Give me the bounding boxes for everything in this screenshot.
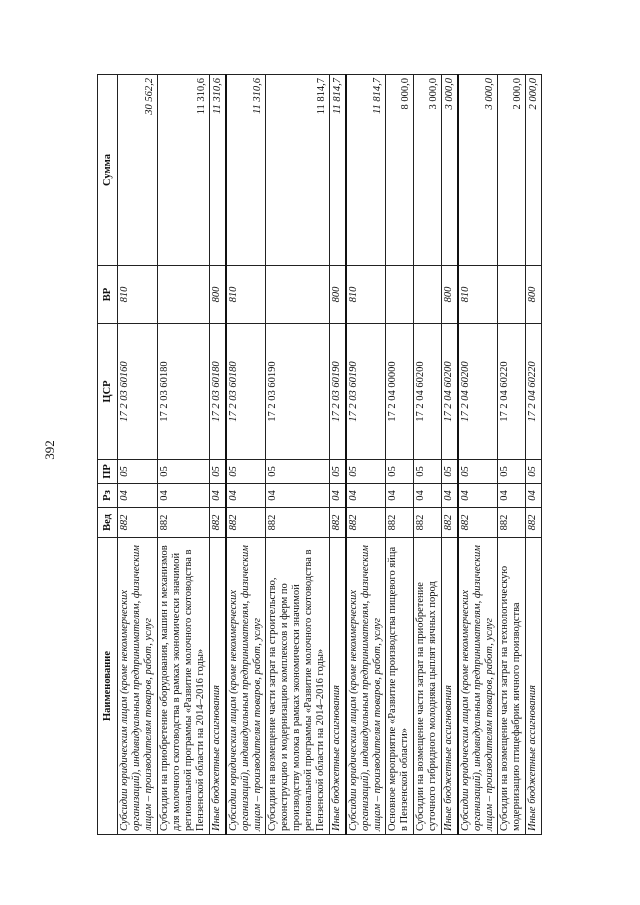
table-row — [414, 75, 442, 835]
cell-sum: 30 562,2 — [118, 75, 158, 266]
cell-rz: 04 — [266, 484, 330, 508]
cell-name: Иные бюджетные ассигнования — [442, 538, 458, 835]
cell-csr: 17 2 03 60160 — [118, 324, 158, 460]
cell-name: Основное мероприятие «Развитие производства пищевого яйца в Пензенской области» — [386, 538, 414, 835]
cell-name: Субсидии юридическим лицам (кроме некоммерческих организаций), индивидуальным предпринимателям, физическим лицам – производителям товаров, работ, услуг — [118, 538, 158, 835]
cell-vr — [386, 266, 414, 324]
header-ved: Вед — [98, 508, 118, 538]
cell-csr: 17 2 03 60180 — [226, 324, 266, 460]
cell-csr: 17 2 03 60190 — [346, 324, 386, 460]
table-row — [226, 75, 266, 835]
cell-ved: 882 — [118, 508, 158, 538]
cell-sum: 11 310,6 — [158, 75, 210, 266]
cell-pr: 05 — [458, 460, 498, 484]
cell-ved: 882 — [458, 508, 498, 538]
cell-rz: 04 — [414, 484, 442, 508]
cell-vr: 810 — [118, 266, 158, 324]
table-row — [526, 75, 542, 835]
budget-table — [97, 74, 542, 835]
cell-sum: 2 000,0 — [526, 75, 542, 266]
cell-ved: 882 — [498, 508, 526, 538]
cell-csr: 17 2 04 60200 — [442, 324, 458, 460]
header-name: Наименование — [98, 538, 118, 835]
rotated-page-content — [97, 75, 559, 835]
cell-rz: 04 — [386, 484, 414, 508]
cell-name: Субсидии на возмещение части затрат на приобретение суточного гибридного молодняка цыплят яичных пород — [414, 538, 442, 835]
cell-pr: 05 — [414, 460, 442, 484]
cell-csr: 17 2 04 60220 — [526, 324, 542, 460]
cell-pr: 05 — [266, 460, 330, 484]
table-row — [386, 75, 414, 835]
cell-rz: 04 — [526, 484, 542, 508]
cell-name: Субсидии на приобретение оборудования, машин и механизмов для молочного скотоводства в рамках экономически значимой региональной программы «Развитие молочного скотоводства в Пензенской области на 2014–2016 годы» — [158, 538, 210, 835]
cell-vr — [158, 266, 210, 324]
cell-csr: 17 2 04 00000 — [386, 324, 414, 460]
cell-vr: 800 — [526, 266, 542, 324]
cell-rz: 04 — [498, 484, 526, 508]
cell-name: Субсидии на возмещение части затрат на технологическую модернизацию птицефабрик яичного производства — [498, 538, 526, 835]
cell-sum: 3 000,0 — [442, 75, 458, 266]
table-row — [346, 75, 386, 835]
cell-name: Иные бюджетные ассигнования — [526, 538, 542, 835]
cell-sum: 11 310,6 — [210, 75, 226, 266]
table-row — [442, 75, 458, 835]
cell-vr — [266, 266, 330, 324]
table-row — [498, 75, 526, 835]
cell-pr: 05 — [526, 460, 542, 484]
cell-pr: 05 — [442, 460, 458, 484]
cell-ved: 882 — [210, 508, 226, 538]
cell-pr: 05 — [118, 460, 158, 484]
cell-rz: 04 — [442, 484, 458, 508]
cell-pr: 05 — [158, 460, 210, 484]
cell-sum: 11 814,7 — [266, 75, 330, 266]
cell-name: Субсидии юридическим лицам (кроме некоммерческих организаций), индивидуальным предпринимателям, физическим лицам – производителям товаров, работ, услуг — [458, 538, 498, 835]
cell-vr: 810 — [458, 266, 498, 324]
cell-vr: 800 — [210, 266, 226, 324]
cell-csr: 17 2 04 60200 — [414, 324, 442, 460]
cell-ved: 882 — [526, 508, 542, 538]
cell-pr: 05 — [346, 460, 386, 484]
cell-ved: 882 — [346, 508, 386, 538]
cell-rz: 04 — [158, 484, 210, 508]
table-row — [210, 75, 226, 835]
cell-rz: 04 — [226, 484, 266, 508]
cell-name: Субсидии на возмещение части затрат на строительство, реконструкцию и модернизацию комплексов и ферм по производству молока в рамках экономически значимой региональной программы «Развитие молочного скотоводства в Пензенской области на 2014–2016 годы» — [266, 538, 330, 835]
cell-pr: 05 — [330, 460, 346, 484]
cell-ved: 882 — [414, 508, 442, 538]
cell-ved: 882 — [442, 508, 458, 538]
cell-sum: 3 000,0 — [458, 75, 498, 266]
header-pr: ПР — [98, 460, 118, 484]
cell-csr: 17 2 03 60180 — [158, 324, 210, 460]
cell-vr: 810 — [346, 266, 386, 324]
cell-sum: 3 000,0 — [414, 75, 442, 266]
cell-name: Иные бюджетные ассигнования — [210, 538, 226, 835]
cell-rz: 04 — [346, 484, 386, 508]
table-row — [158, 75, 210, 835]
table-row — [266, 75, 330, 835]
cell-vr: 810 — [226, 266, 266, 324]
page-number: 392 — [42, 440, 57, 460]
cell-ved: 882 — [386, 508, 414, 538]
header-csr: ЦСР — [98, 324, 118, 460]
cell-rz: 04 — [330, 484, 346, 508]
table-row — [330, 75, 346, 835]
cell-sum: 11 310,6 — [226, 75, 266, 266]
cell-vr — [498, 266, 526, 324]
cell-sum: 11 814,7 — [330, 75, 346, 266]
header-vr: ВР — [98, 266, 118, 324]
cell-pr: 05 — [498, 460, 526, 484]
cell-name: Субсидии юридическим лицам (кроме некоммерческих организаций), индивидуальным предпринимателям, физическим лицам – производителям товаров, работ, услуг — [346, 538, 386, 835]
cell-vr: 800 — [330, 266, 346, 324]
cell-sum: 8 000,0 — [386, 75, 414, 266]
header-sum: Сумма — [98, 75, 118, 266]
cell-name: Иные бюджетные ассигнования — [330, 538, 346, 835]
table-header-row — [98, 75, 118, 835]
table-row — [118, 75, 158, 835]
cell-sum: 2 000,0 — [498, 75, 526, 266]
cell-csr: 17 2 04 60220 — [498, 324, 526, 460]
header-rz: Рз — [98, 484, 118, 508]
cell-name: Субсидии юридическим лицам (кроме некоммерческих организаций), индивидуальным предпринимателям, физическим лицам – производителям товаров, работ, услуг — [226, 538, 266, 835]
cell-rz: 04 — [458, 484, 498, 508]
cell-ved: 882 — [226, 508, 266, 538]
cell-pr: 05 — [386, 460, 414, 484]
table-row — [458, 75, 498, 835]
cell-vr — [414, 266, 442, 324]
cell-vr: 800 — [442, 266, 458, 324]
cell-pr: 05 — [210, 460, 226, 484]
cell-ved: 882 — [158, 508, 210, 538]
cell-csr: 17 2 03 60190 — [330, 324, 346, 460]
cell-csr: 17 2 03 60190 — [266, 324, 330, 460]
cell-csr: 17 2 03 60180 — [210, 324, 226, 460]
cell-rz: 04 — [118, 484, 158, 508]
cell-rz: 04 — [210, 484, 226, 508]
cell-pr: 05 — [226, 460, 266, 484]
cell-sum: 11 814,7 — [346, 75, 386, 266]
cell-csr: 17 2 04 60200 — [458, 324, 498, 460]
cell-ved: 882 — [330, 508, 346, 538]
cell-ved: 882 — [266, 508, 330, 538]
